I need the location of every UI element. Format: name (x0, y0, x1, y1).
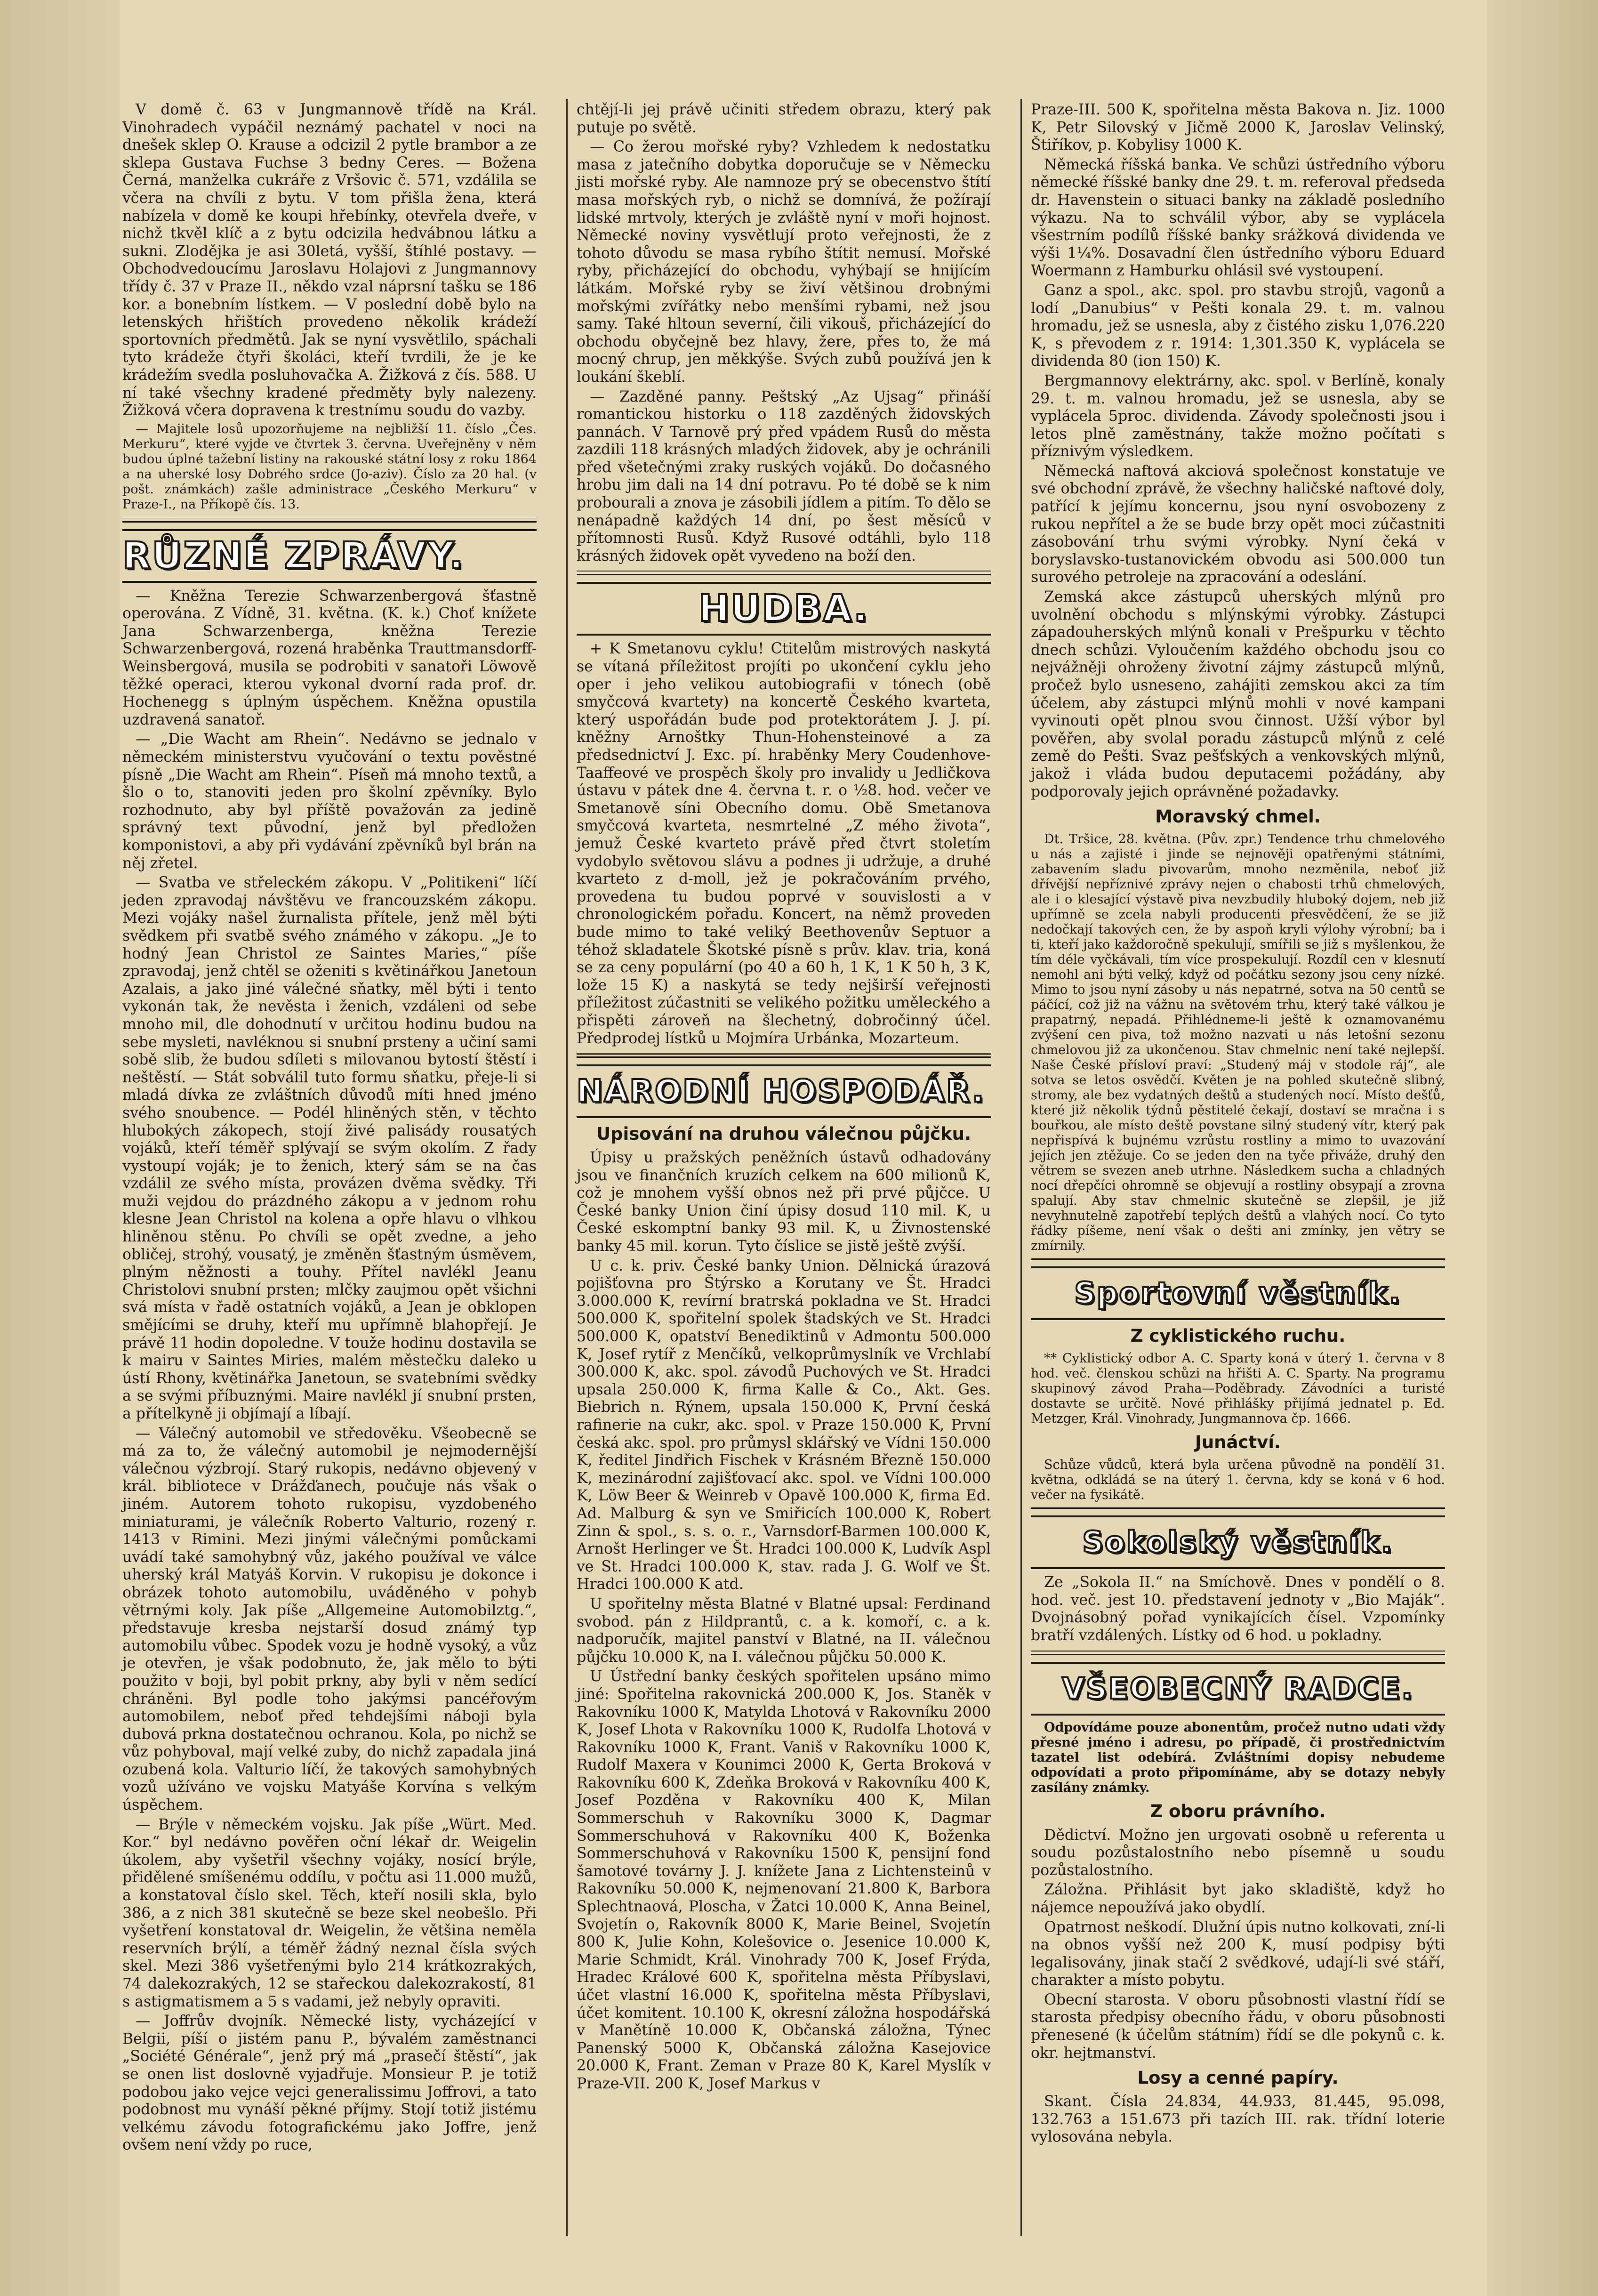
radce-skant: Skant. Čísla 24.834, 44.933, 81.445, 95.098, 132.763 a 151.673 při tazích III. rak. třídní loterie vylosována nebyla. (1031, 2093, 1445, 2146)
article-smetanuv-cyklus: + K Smetanovu cyklu! Ctitelům mistrových naskytá se vítaná příležitost projíti po ukončení cyklu jeho oper i jeho velikou autobiografii v tónech (obě smyčcová kvartety) na koncertě Českého kvarteta, který uspořádán bude pod protektorátem J. J. pí. kněžny Arnoštky Thun-Hohensteinové a za předsednictví J. Exc. pí. hraběnky Mery Coudenhove-Taaffeové ve prospěch školy pro invalidy u Jedličkova ústavu v pátek dne 4. června t. r. o ½8. hod. večer ve Smetanově síni Obecního domu. Obě Smetanova smyčcová kvarteta, nesmrtelné „Z mého života“, jemuž České kvarteto právě před čtvrt stoletím vydobylo světovou slávu a podnes ji udržuje, a druhé kvarteto z d-moll, jež je pokračováním prvého, provedena tu budou poprvé v souvislosti a v chronologickém pořadu. Koncert, na němž proveden bude mimo to také veliký Beethovenův Septuor a téhož skladatele Škotské písně s prův. klav. tria, koná se za ceny populární (po 40 a 60 h, 1 K, 1 K 50 h, 3 K, lože 15 K) a naskytá se tedy nejširší veřejnosti příležitost zúčastniti se velikého požitku uměleckého a přispěti zároveň na šlechetný, dobročinný účel. Předprodej lístků u Mojmíra Urbánka, Mozarteum. (577, 640, 991, 1047)
radce-dedictvi: Dědictví. Možno jen urgovati osobně u referenta u soudu pozůstalostního nebo písemně u soudu pozůstalostního. (1031, 1826, 1445, 1879)
article-ganz-danubius: Ganz a spol., akc. spol. pro stavbu strojů, vagonů a lodí „Danubius“ v Pešti konala 29. t. m. valnou hromadu, jež se usnesla, aby z čistého zisku 1,076.220 K, s převodem z r. 1914: 1,301.350 K, vyplácela se dividenda 80 (ion 150) K. (1031, 282, 1445, 370)
article-cyklisticky-odbor: ** Cyklistický odbor A. C. Sparty koná v úterý 1. června v 8 hod. več. členskou schůzi na hřišti A. C. Sparty. Na programu skupinový závod Praha—Poděbrady. Závodníci a turisté dostavte se určitě. Nové přihlášky přijímá jednatel p. Ed. Metzger, Král. Vinohrady, Jungmannova čp. 1666. (1031, 1351, 1445, 1426)
section-divider (577, 571, 991, 575)
column-2 (577, 101, 991, 2095)
section-banner-sokolsky-vestnik: Sokolský věstník. (1031, 1515, 1445, 1569)
column-rule-1 (566, 99, 568, 2236)
subhead-junactvi: Junáctví. (1195, 1432, 1281, 1453)
subhead-moravsky-chmel: Moravský chmel. (1155, 806, 1321, 827)
page-shadow-left (0, 0, 120, 2296)
subhead-losy: Losy a cenné papíry. (1137, 2068, 1339, 2088)
page-shadow-right (1487, 0, 1598, 2296)
article-joffruv-dvojnik: — Joffrův dvojník. Německé listy, vycházející v Belgii, píší o jistém panu P., bývalém zaměstnanci „Société Générale“, jenž prý má „prasečí štěstí“, jak se onen list doslovně vyjadřuje. Monsieur P. je totiž podobou jako vejce vejci generalissimu Joffrovi, a tato podobnost mu vynáší pěkné příjmy. Stojí totiž jistému velkému závodu fotografickému jako Joffre, jenž ovšem není vždy po ruce, (122, 2013, 537, 2154)
column-1 (122, 101, 537, 2156)
article-banka-union: U c. k. priv. České banky Union. Dělnická úrazová pojišťovna pro Štýrsko a Korutany ve Št. Hradci 3.000.000 K, revírní bratrská pokladna ve St. Hradci 500.000 K, spořitelní spolek štadských ve St. Hradci 500.000 K, opatství Benediktinů v Admontu 500.000 K, Josef rytíř z Menčíků, velkoprůmyslník ve Vrchlabí 300.000 K, akc. spol. závodů Puchových ve St. Hradci upsala 250.000 K, firma Kalle & Co., Akt. Ges. Biebrich n. Rýnem, upsala 150.000 K, První česká rafinerie na cukr, akc. spol. v Praze 150.000 K, První česká akc. spol. pro průmysl sklářský ve Vídni 150.000 K, ředitel Jindřich Fischek v Krásném Březně 150.000 K, mezinárodní zajišťovací akc. spol. ve Vídni 100.000 K, Löw Beer & Weinreb v Opavě 100.000 K, firma Ed. Ad. Malburg & syn ve Smiřicích 100.000 K, Robert Zinn & spol., s. s. o. r., Varnsdorf-Barmen 100.000 K, Arnošt Herlinger ve Št. Hradci 100.000 K, Ludvík Aspl ve St. Hradci 100.000 K, stav. rada J. G. Wolf ve Št. Hradci 100.000 K atd. (577, 1257, 991, 1593)
section-banner-ruzne-zpravy: RŮZNÉ ZPRÁVY. (122, 529, 537, 583)
article-sporitelna-blatna: U spořitelny města Blatné v Blatné upsal: Ferdinand svobod. pán z Hildprantů, c. a k. komoří, c. a k. nadporučík, majitel panství v Blatné, na II. válečnou půjčku 10.000 K, na I. válečnou půjčku 50.000 K. (577, 1595, 991, 1666)
article-bryle: — Brýle v německém vojsku. Jak píše „Würt. Med. Kor.“ byl nedávno pověřen oční lékař dr. Weigelin úkolem, aby vyšetřil všechny vojáky, nosící brýle, přidělené smíšenému oddílu, v počtu asi 11.000 mužů, a konstatoval číslo skel. Těch, kteří nosili skla, bylo 386, a z nich 381 skutečně se beze skel neobešlo. Při vyšetření konstatoval dr. Weigelin, že většina nemělа reservních brýlí, a téměř žádný neznal čísla svých skel. Mezi 386 vyšetřenými bylo 214 krátkozrakých, 74 dalekozrakých, 12 se stařeckou dalekozrakostí, 81 s astigmatismem a 5 s vadami, jež nebyly opraviti. (122, 1816, 537, 2010)
section-divider (1031, 1651, 1445, 1655)
article-continuation: Praze-III. 500 K, spořitelna města Bakova n. Jiz. 1000 K, Petr Silovský v Jičmě 2000 K, Jaroslav Velinský, Štiříkov, p. Kobylisy 1000 K. (1031, 101, 1445, 154)
subhead-obor-pravni: Z oboru právního. (1150, 1801, 1326, 1821)
column-rule-2 (1020, 99, 1022, 2236)
article-naftova-spolecnost: Německá naftová akciová společnost konstatuje ve své obchodní zprávě, že všechny haličské naftové doly, patřící k jejímu koncernu, jsou nyní osvobozeny z rukou nepřítel a že se bude brzy opět moci zúčastniti zásobování trhu svými výrobky. Nyní čeká v boryslavsko-tustanovickém obvodu asi 500.000 tun surového petroleje na zpracování a odeslání. (1031, 462, 1445, 586)
article-wacht-am-rhein: — „Die Wacht am Rhein“. Nedávno se jednalo v německém ministerstvu vyučování o textu pověstné písně „Die Wacht am Rhein“. Píseň má mnoho textů, a šlo o to, stanoviti jeden pro školní zpěvníky. Bylo rozhodnuto, aby byl příště považován za jedině správný text původní, jenž byl předložen komponistovi, a aby při vydávání zpěvníků byl brán na něj zřetel. (122, 731, 537, 872)
section-banner-hudba: HUDBA. (577, 582, 991, 636)
article-zazdene-panny: — Zazděné panny. Peštský „Az Ujsag“ přináší romantickou historku o 118 zazděných židovských pannách. V Tarnově prý před vpádem Rusů do města zazdili 118 krásných mladých židovek, aby je ochránili před všetečnými zraky ruských vojáků. Do dočasného hrobu jim dali na 14 dní potravu. Po té době se k nim probourali a znova je zásobili jídlem a pitím. To dělo se nenápadně každých 14 dní, po šest měsíců v přítomnosti Rusů. Když Rusové odtáhli, bylo 118 krásných židovek opět vyvedeno na boží den. (577, 388, 991, 564)
radce-obecni-starosta: Obecní starosta. V oboru působnosti vlastní řídí se starosta předpisy obecního řádu, v oboru působnosti přenesené (k účelům státním) řídí se dle pokynů c. k. okr. hejtmanství. (1031, 1991, 1445, 2062)
article-sokol-smichov: Ze „Sokola II.“ na Smíchově. Dnes v pondělí o 8. hod. več. jest 10. představení jednoty v „Bio Maják“. Dvojnásobný pořad vynikajících čísel. Vzpomínky bratří vzdálených. Lístky od 6 hod. u pokladny. (1031, 1574, 1445, 1644)
notice-lottery-holders: — Majitele losů upozorňujeme na nejbližší 11. číslo „Čes. Merkuru“, které vyjde ve čtvrtek 3. června. Uveřejněny v něm budou úplné tažební listiny na rakouské státní losy z roku 1864 a na uherské losy Dobrého srdce (Jo-aziv). Číslo za 20 hal. (v pošt. známkách) zašle administrace „Českého Merkuru“ v Praze-I., na Příkopě čís. 13. (122, 421, 537, 512)
section-banner-sportovni-vestnik: Sportovní věstník. (1031, 1266, 1445, 1320)
section-banner-narodni-hospodar: NÁRODNÍ HOSPODÁŘ. (577, 1064, 991, 1118)
article-moravsky-chmel: Dt. Tršice, 28. května. (Pův. zpr.) Tendence trhu chmelového u nás a zajisté i jinde se nejnověji opatřenými státními, zabavením sladu pivovarům, mnoho nezměnila, neboť již dřívější nepříznivé zprávy nejen o chabosti trhů chmelových, ale i o klesající výstavě piva nevzbudily hluboký dojem, neb již upřímně se zcela nabyli producenti přesvědčení, že se již nedočkají takových cen, že by aspoň kryli výlohy výrobní; ba i ti, kteří jako každoročně spekulují, smířili se již s myšlenkou, že tím déle vyčkávali, tím více prospekulují. Rozdíl cen v klesnutí nemohl ani býti velký, když od počátku sezony jsou ceny nízké. Mimo to jsou nyní zásoby u nás nepatrné, sotva na 50 centů se páčící, což již na vážnu na světovém trhu, který také válkou je prapatrný, nepadá. Přihlédneme-li ještě k oznamovanému zvýšení cen piva, tož možno nazvati u nás letošní sezonu chmelovou již za ukončenou. Stav chmelnic není také nejlepší. Naše České přísloví praví: „Studený máj v stodole ráj“, ale sotva se letos osvědčí. Květen je na pohled skutečně slibný, stromy, ale bez vydatných deštů a studených nocí. Místo dešťů, které již několik týdnů pěstitelé čekají, dostaví se mračna i s bouřkou, ale místo deště povstane silný studený vítr, který pak nepřispívá k bujnému vzrůstu rostliny a mimo to uvazování jejích jen ztěžuje. Co se jeden den na tyče přiváže, druhý den větrem se svezen aneb utrhne. Následkem suchа a chladných nocí dřepčíci ohromně se objevují a rostliny obsypají a zrovna spalují. Aby stav chmelnic skutečně se zlepšil, je již nevyhnutelně zapotřebí teplých deštů a vlahých nocí. Co tyto řádky píšeme, není však o dešti ani zmínky, jen větry se zmírnily. (1031, 832, 1445, 1254)
section-divider (1031, 1258, 1445, 1260)
article-upisy: Úpisy u pražských peněžních ústavů odhadovány jsou ve finančních kruzích celkem na 600 milionů K, což je mnohem vyšší obnos než při prvé půjčce. U České banky Union činí úpisy dosud 110 mil. K, u České eskomptní banky 93 mil. K, u Živnostenské banky 45 mil. korun. Tyto číslice se jistě ještě zvýší. (577, 1149, 991, 1255)
radce-zalozna: Záložna. Přihlásit byt jako skladiště, když ho nájemce nepoužívá jako obydlí. (1031, 1881, 1445, 1916)
article-ustredni-banka: U Ústřední banky českých spořitelen upsáno mimo jiné: Spořitelna rakovnická 200.000 K, Jos. Staněk v Rakovníku 1000 K, Matylda Lhotová v Rakovníku 2000 K, Josef Lhota v Rakovníku 1000 K, Rudolfa Lhotová v Rakovníku 1000 K, Frant. Vaniš v Rakovníku 1000 K, Rudolf Maxera v Kounimci 2000 K, Gerta Broková v Rakovníku 600 K, Zdeňka Broková v Rakovníku 400 K, Josef Pozděna v Rakovníku 400 K, Milan Sommerschuh v Rakovníku 3000 K, Dagmar Sommerschuhová v Rakovníku 400 K, Boženka Sommerschuhová v Rakovníku 1500 K, pensijní fond šamotové továrny J. J. knížete Jana z Lichtensteinů v Rakovníku 50.000 K, nejmenovaní 21.800 K, Barbora Splechtnaová, Ploscha, v Žatci 10.000 K, Anna Beinel, Svojetín o, Rakovník 8000 K, Marie Beinel, Svojetín 800 K, Julie Kohn, Kolešovice o. Jesenice 10.000 K, Marie Schmidt, Král. Vinohrady 700 K, Josef Frýda, Hradec Králové 600 K, spořitelna města Příbyslavi, účet vlastní 16.000 K, spořitelna města Příbyslavi, účet komitent. 10.100 K, okresní záložna hospodářská v Manětíně 10.000 K, Občanská záložna, Týnec Panenský 5000 K, Občanská záložna Kasejovice 20.000 K, Frant. Zeman v Praze 80 K, Karel Myslík v Praze-VII. 200 K, Josef Markus v (577, 1668, 991, 2092)
article-junactvi: Schůze vůdců, která byla určena původně na pondělí 31. května, odkládá se na úterý 1. června, kdy se koná v 6 hod. večer na fysikátě. (1031, 1458, 1445, 1503)
subhead-upisovani: Upisování na druhou válečnou půjčku. (596, 1124, 972, 1144)
radce-opatrnost: Opatrnost neškodí. Dlužní úpis nutno kolkovati, zní-li na obnos vyšší než 200 K, musí podpisy býti legalisovány, jinak stačí 2 svědkové, udají-li své stáří, charakter a místo pobytu. (1031, 1918, 1445, 1989)
article-morske-ryby: — Co žerou mořské ryby? Vzhledem k nedostatku masa z jatečního dobytka doporučuje se v Německu jisti mořské ryby. Ale namnoze prý se obecenstvo štítí masa mořských ryb, o nichž se domnívá, že požírají lidské mrtvoly, kterých je zvláště nyní v moři hojnost. Německé noviny vysvětlují proto veřejnosti, že z tohoto důvodu se masa rybího štítit nemusí. Mořské ryby, přicházející do obchodu, vyhýbají se hnijícím látkám. Mořské ryby se živí většinou drobnými mořskými zvířátky nebo menšími rybami, než jsou samy. Také hltoun severní, čili vikouš, přicházející do obchodu obyčejně bez hlavy, žere, přes to, že má mocný chrup, jen měkkýše. Svých zubů používá jen k loukání škeblí. (577, 138, 991, 386)
subhead-cyklisticky-ruch: Z cyklistického ruchu. (1130, 1326, 1346, 1346)
article-knezna: — Kněžna Terezie Schwarzenbergová šťastně operována. Z Vídně, 31. května. (K. k.) Choť knížete Jana Schwarzenberga, kněžna Terezie Schwarzenbergová, rozená hraběnka Trauttmansdorff-Weinsbergová, musila se podrobiti v sanatoři Löwově těžké operaci, kterou vykonal dvorní rada prof. dr. Hochenegg s úplným úspěchem. Kněžna opustila uzdravená sanatoř. (122, 587, 537, 728)
section-divider (122, 518, 537, 523)
section-divider (577, 1053, 991, 1058)
section-banner-vseobecny-radce: VŠEOBECNÝ RADCE. (1031, 1662, 1445, 1716)
article-continuation: chtějí-li jej právě učiniti středem obrazu, který pak putuje po světě. (577, 101, 991, 136)
article-zemska-akce: Zemská akce zástupců uherských mlýnů pro uvolnění obchodu s mlýnskými výrobky. Zástupci západouherských mlýnů konali v Prešpurku v těchto dnech schůzi. Vyloučením každého obchodu jsou co nejvážněji ohroženy životní zájmy zástupců mlýnů, pročež bylo usneseno, zahájiti zemskou akci za tím účelem, aby zástupci mlýnů mohli v nové kampani vyvinouti opět plnou svou činnost. Užší výbor byl pověřen, aby svolal poradu zástupců mlýnů z celé země do Pešti. Svaz pešťských a venkovských mlýnů, jakož i vláda budou deputacemi požádány, aby podporovaly jejich oprávněné požadavky. (1031, 588, 1445, 800)
radce-intro: Odpovídáme pouze abonentům, pročež nutno udati vždy přesné jméno i adresu, po případě, či prostřednictvím tazatel list odebírá. Zvláštními dopisy nebudeme odpovídati a proto připomínáme, aby se dotazy nebyly zasílány známky. (1031, 1720, 1445, 1795)
article-crime-report: V domě č. 63 v Jungmannově třídě na Král. Vinohradech vypáčil neznámý pachatel v noci na dnešek sklep O. Krause a odcizil 2 pytle brambor a ze sklepa Gustava Fuchse 3 bedny Ceres. — Božena Černá, manželka cukráře z Vršovic č. 571, vzdálila se včera na chvíli z bytu. V tom přišla žena, která nabízela v domě ke koupi hřebínky, otevřela dveře, v nichž tkvěl klíč a z bytu odcizila hedvábnou látku a sukni. Zlodějka je asi 30letá, vyšší, štíhlé postavy. — Obchodvedoucímu Jaroslavu Holajovi z Jungmannovy třídy č. 37 v Praze II., někdo vzal náprsní tašku se 186 kor. a bonebním lístkem. — V poslední době bylo na letenských hřištích provedeno několik krádeží sportovních předmětů. Jak se nyní vysvětlilo, spáchali tyto krádeže čtyři školáci, kteří tvrdili, že je ke krádežím svedla posluhovačka A. Žižková z čís. 588. U ní také všechny kradené předměty byly nalezeny. Žižková včera dopravena k trestnímu soudu do vazby. (122, 101, 537, 419)
section-divider (1031, 1507, 1445, 1509)
column-3 (1031, 101, 1445, 2148)
article-bergmann: Bergmannovy elektrárny, akc. spol. v Berlíně, konaly 29. t. m. valnou hromadu, jež se usnesla, aby se vyplácela 5proc. dividenda. Závody společnosti jsou i letos plně zaměstnány, takže možno počítati s příznivým výsledkem. (1031, 372, 1445, 460)
article-nemecka-risska-banka: Německá říšská banka. Ve schůzi ústředního výboru německé říšské banky dne 29. t. m. referoval předseda dr. Havenstein o situaci banky na základě posledního výkazu. Na to schválil výbor, aby se vyplácela všestrním podílů říšské banky srážková dividenda ve výši 1¼%. Dosavadní člen ústředního výboru Eduard Woermann z Hamburku ohlásil své vystoupení. (1031, 156, 1445, 280)
article-svatba-v-zakopu: — Svatba ve střeleckém zákopu. V „Politikeni“ líčí jeden zpravodaj návštěvu ve francouzském zákopu. Mezi vojáky našel žurnalista přítele, jenž měl býti svědkem při svatbě svého známého v zákopu. „Je to hodný Jean Christol ze Saintes Maries,“ píše zpravodaj, jenž chtěl se oženiti s květinářkou Janetoun Azalais, a jako jiné válečné sňatky, měl býti i tento vykonán tak, že nevěsta i ženich, vzdáleni od sebe mnoho mil, dle dohodnutí v určitou hodinu budou na sebe mysleti, navléknou si snubní prsteny a učiní sami sobě slib, že budou sdíleti s milovanou bytostí štěstí i neštěstí. — Stát sobválil tuto formu sňatku, přeje-li si mladá dívka ze zvláštních důvodů míti hned jméno svého snoubence. — Podél hliněných stěn, v těchto hlubokých zákopech, stojí živé palisády rousatých vojáků, kteří téměř splývají se svým okolím. Z řady vystoupí voják; je to ženich, který sám se na čas vzdálil ze svého místa, provázen dvěma svědky. Tři muži vejdou do prázdného zákopu a v jednom rohu klesne Jean Christol na kolena a opře hlavu o vlhkou hliněnou stěnu. Po chvíli se opět zvedne, a jeho obličej, strohý, vousatý, je změněn šťastným úsměvem, plným něžnosti a touhy. Přítel navlékl Jeanu Christolovi snubní prsten; mlčky zaujmou opět všichni svá místa v řadě ostatních vojáků, a Jean je obklopen smějícími se druhy, kteří mu upřímně blahopřejí. Je právě 11 hodin dopoledne. V touže hodinu dostavila se k mairu v Saintes Miries, malém městečku daleko u ústí Rhony, květinářka Janetoun, se svatebními svědky a se svými příbuznými. Maire navlékl jí snubní prsten, a přítelkyně ji objímají a líbají. (122, 874, 537, 1422)
article-valecny-automobil: — Válečný automobil ve středověku. Všeobecně se má za to, že válečný automobil je nejmodernější válečnou výzbrojí. Starý rukopis, nedávno objevený v král. bibliotece v Drážďanech, poučuje nás však o jiném. Autorem tohoto rukopisu, vyzdobeného miniaturami, je válečník Roberto Valturio, rozený r. 1413 v Rimini. Mezi jinými válečnými pomůckami uvádí také samohybný vůz, jakého používal ve válce uherský král Matyáš Korvin. V rukopisu je dokonce i obrázek tohoto automobilu, uváděného v pohyb větrnými koly. Jak píše „Allgemeine Automobilztg.“, představuje kresba nejstarší dosud známý typ automobilu vůbec. Spodek vozu je hodně vysoký, a vůz je otevřen, je však podobnuto, že, jak mělo to býti použito v boji, byl pobit prkny, aby byli v něm sedící chráněni. Byl podle toho jakýmsi pancéřovým automobilem, neboť před tehdejšími náboji byla dubová prkna dostatečnou ochranou. Kola, po nichž se vůz pohyboval, mají velké zuby, do nichž zapadala jiná ozubená kola. Valturio líčí, že takových samohybných vozů užíváno ve vojsku Matyáše Korvína s velkým úspěchem. (122, 1425, 537, 1814)
